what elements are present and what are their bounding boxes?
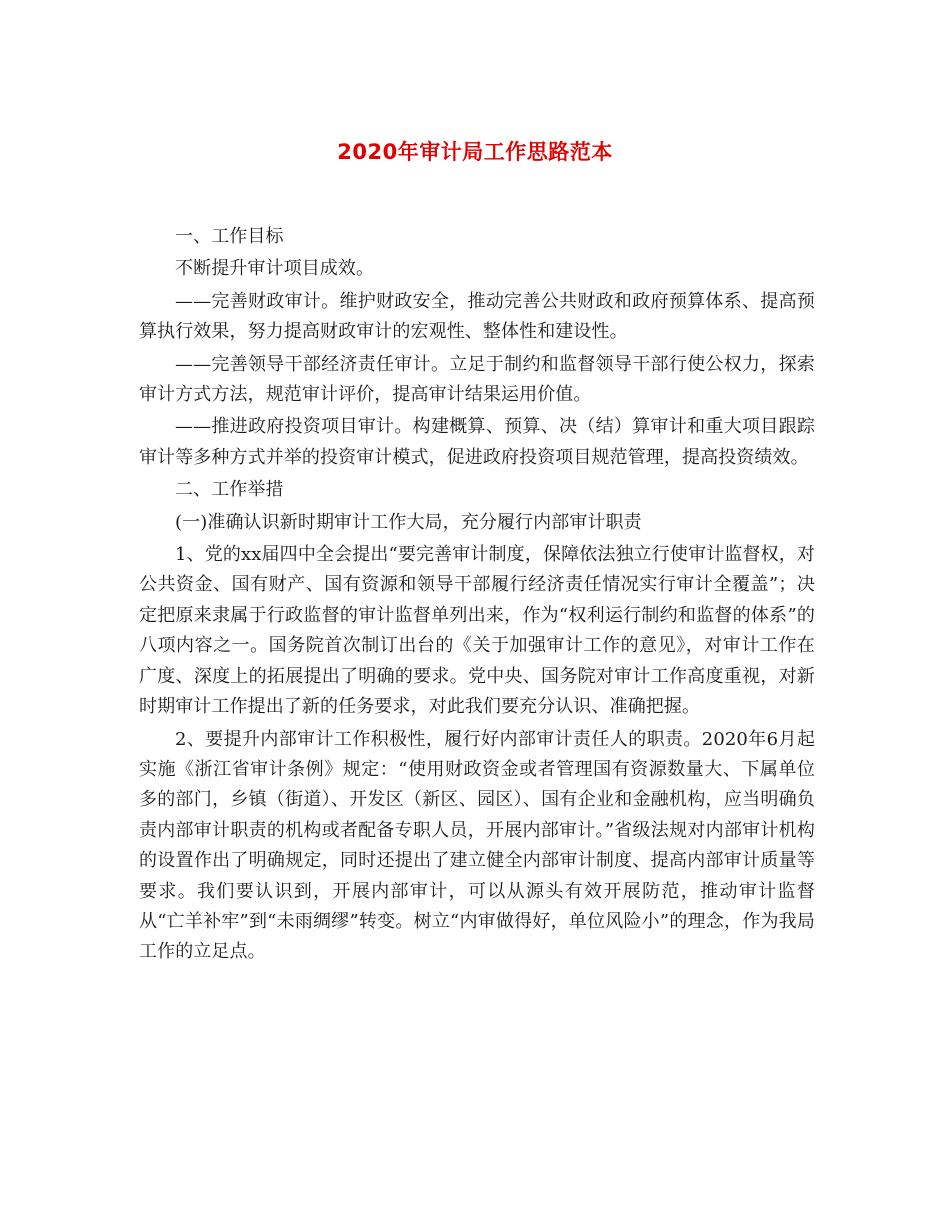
paragraph: 2、要提升内部审计工作积极性，履行好内部审计责任人的职责。2020年6月起实施《浙江省审计条例》规定：“使用财政资金或者管理国有资源数量大、下属单位多的部门，乡镇（街道）、开发区（新区、园区）、国有企业和金融机构，应当明确负责内部审计职责的机构或者配备专职人员，开展内部审计。”省级法规对内部审计机构的设置作出了明确规定，同时还提出了建立健全内部审计制度、提高内部审计质量等要求。我们要认识到，开展内部审计，可以从源头有效开展防范，推动审计监督从“亡羊补牢”到“未雨绸缪”转变。树立“内审做得好，单位风险小”的理念，作为我局工作的立足点。 [139, 728, 815, 963]
paragraph: ——推进政府投资项目审计。构建概算、预算、决（结）算审计和重大项目跟踪审计等多种方式并举的投资审计模式，促进政府投资项目规范管理，提高投资绩效。 [139, 416, 815, 468]
subsection-heading: (一)准确认识新时期审计工作大局，充分履行内部审计职责 [175, 511, 642, 533]
paragraph: ——完善领导干部经济责任审计。立足于制约和监督领导干部行使公权力，探索审计方式方法，规范审计评价，提高审计结果运用价值。 [139, 353, 815, 406]
document-title: 2020年审计局工作思路范本 [337, 140, 613, 164]
section-heading: 一、工作目标 [175, 226, 284, 247]
paragraph: ——完善财政审计。维护财政安全，推动完善公共财政和政府预算体系、提高预算执行效果，努力提高财政审计的宏观性、整体性和建设性。 [139, 290, 815, 343]
paragraph: 不断提升审计项目成效。 [175, 258, 375, 280]
document-body [139, 222, 815, 968]
section-heading: 二、工作举措 [175, 479, 284, 501]
paragraph: 1、党的xx届四中全会提出“要完善审计制度，保障依法独立行使审计监督权，对公共资金、国有财产、国有资源和领导干部履行经济责任情况实行审计全覆盖”；决定把原来隶属于行政监督的审计监督单列出来，作为“权利运行制约和监督的体系”的八项内容之一。国务院首次制订出台的《关于加强审计工作的意见》，对审计工作在广度、深度上的拓展提出了明确的要求。党中央、国务院对审计工作高度重视，对新时期审计工作提出了新的任务要求，对此我们要充分认识、准确把握。 [139, 544, 815, 718]
